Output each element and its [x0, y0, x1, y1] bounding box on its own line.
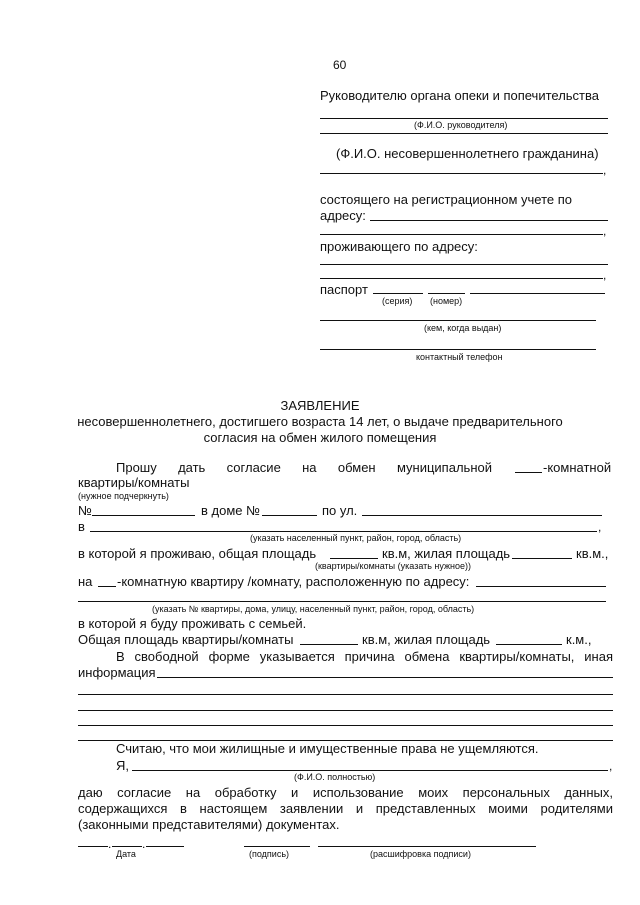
rooms-count-field[interactable]	[515, 472, 542, 473]
info-line-4[interactable]	[78, 725, 613, 726]
passport-extra-field[interactable]	[470, 293, 605, 294]
living-label: проживающего по адресу:	[320, 239, 478, 254]
info-line-1[interactable]	[157, 677, 613, 678]
request-word: муниципальной	[396, 460, 492, 475]
number-caption: (номер)	[430, 296, 463, 306]
street-field[interactable]	[362, 515, 602, 516]
date-dot: .	[142, 837, 146, 851]
consent-text-1: даю согласие на обработку и использование моих персональных данных,	[78, 785, 613, 800]
sqm-end-2: к.м.,	[566, 632, 592, 647]
full-name-field[interactable]	[132, 770, 608, 771]
decode-caption: (расшифровка подписи)	[370, 849, 471, 859]
house-number-field[interactable]	[262, 515, 317, 516]
living-address-line[interactable]	[320, 264, 608, 265]
request-word: на	[302, 460, 317, 475]
passport-series-field[interactable]	[373, 293, 423, 294]
house-label: в доме №	[201, 503, 261, 518]
comma: ,	[603, 224, 607, 238]
date-year-field[interactable]	[146, 846, 184, 847]
new-address-line-2[interactable]	[78, 601, 606, 602]
issued-by-line[interactable]	[320, 320, 596, 321]
sqm-living-label-2: кв.м, жилая площадь	[362, 632, 491, 647]
new-rooms-field[interactable]	[98, 586, 116, 587]
date-caption: Дата	[116, 849, 136, 859]
new-living-area-field[interactable]	[496, 644, 562, 645]
head-name-line-2[interactable]	[320, 133, 608, 134]
comma: ,	[598, 520, 602, 534]
comma: ,	[603, 163, 607, 177]
sqm-living-label: кв.м, жилая площадь	[382, 546, 511, 561]
new-total-area-field[interactable]	[300, 644, 358, 645]
minor-name-line[interactable]	[320, 173, 603, 174]
date-month-field[interactable]	[112, 846, 142, 847]
comma: ,	[609, 759, 613, 773]
apt-room-label: квартиры/комнаты	[78, 475, 190, 490]
head-name-caption: (Ф.И.О. руководителя)	[414, 120, 508, 130]
info-line-2[interactable]	[78, 694, 613, 695]
head-name-line[interactable]	[320, 118, 608, 119]
new-apt-label: -комнатную квартиру /комнату, расположенную по адресу:	[117, 574, 470, 589]
signature-field[interactable]	[244, 846, 310, 847]
page-number: 60	[333, 58, 347, 72]
addressee-to: Руководителю органа опеки и попечительства	[320, 88, 599, 103]
document-subtitle-2: согласия на обмен жилого помещения	[203, 430, 437, 445]
to-label: на	[78, 574, 93, 589]
location-caption: (указать населенный пункт, район, город, область)	[250, 533, 462, 543]
consent-text-3: (законными представителями) документах.	[78, 817, 340, 832]
document-subtitle-1: несовершеннолетнего, достигшего возраста 14 лет, о выдаче предварительного	[77, 414, 563, 429]
series-caption: (серия)	[382, 296, 413, 306]
info-line-3[interactable]	[78, 710, 613, 711]
passport-number-field[interactable]	[428, 293, 465, 294]
request-line	[116, 460, 492, 475]
underline-note: (нужное подчеркнуть)	[78, 491, 169, 501]
request-word: Прошу	[116, 460, 157, 475]
full-name-caption: (Ф.И.О. полностью)	[294, 772, 376, 782]
request-word: согласие	[226, 460, 281, 475]
phone-line[interactable]	[320, 349, 596, 350]
issued-caption: (кем, когда выдан)	[424, 323, 502, 333]
registered-label: состоящего на регистрационном учете по	[320, 192, 572, 207]
living-address-line-2[interactable]	[320, 278, 603, 279]
minor-name-label: (Ф.И.О. несовершеннолетнего гражданина)	[336, 146, 599, 161]
signature-caption: (подпись)	[249, 849, 290, 859]
rights-text: Считаю, что мои жилищные и имущественные права не ущемляются.	[116, 741, 539, 756]
rooms-suffix: -комнатной	[543, 460, 612, 475]
living-area-field[interactable]	[512, 558, 572, 559]
reg-address-line-2[interactable]	[320, 234, 603, 235]
sqm-end: кв.м.,	[576, 546, 609, 561]
signature-decode-field[interactable]	[318, 846, 536, 847]
street-label: по ул.	[322, 503, 358, 518]
phone-caption: контактный телефон	[416, 352, 503, 362]
new-address-field[interactable]	[476, 586, 606, 587]
reg-address-line[interactable]	[370, 220, 608, 221]
i-label: Я,	[116, 758, 129, 773]
specify-caption: (квартиры/комнаты (указать нужное))	[315, 561, 472, 571]
consent-text-2: содержащихся в настоящем заявлении и представленных моими родителями	[78, 801, 613, 816]
date-dot: .	[108, 837, 112, 851]
address-caption: (указать № квартиры, дома, улицу, населенный пункт, район, город, область)	[152, 604, 475, 614]
document-title: ЗАЯВЛЕНИЕ	[280, 398, 360, 413]
info-label: информация	[78, 665, 156, 680]
family-line: в которой я буду проживать с семьей.	[78, 616, 307, 631]
address-label: адресу:	[320, 208, 366, 223]
location-field[interactable]	[90, 531, 597, 532]
live-area-label: в которой я проживаю, общая площадь	[78, 546, 317, 561]
in-label: в	[78, 519, 85, 534]
total-area-label: Общая площадь квартиры/комнаты	[78, 632, 294, 647]
no-label: №	[78, 503, 92, 518]
comma: ,	[603, 268, 607, 282]
date-day-field[interactable]	[78, 846, 108, 847]
request-word: обмен	[337, 460, 376, 475]
free-form-text: В свободной форме указывается причина обмена квартиры/комнаты, иная	[116, 649, 613, 664]
apt-number-field[interactable]	[92, 515, 195, 516]
total-area-field[interactable]	[330, 558, 378, 559]
request-word: дать	[178, 460, 206, 475]
passport-label: паспорт	[320, 282, 368, 297]
